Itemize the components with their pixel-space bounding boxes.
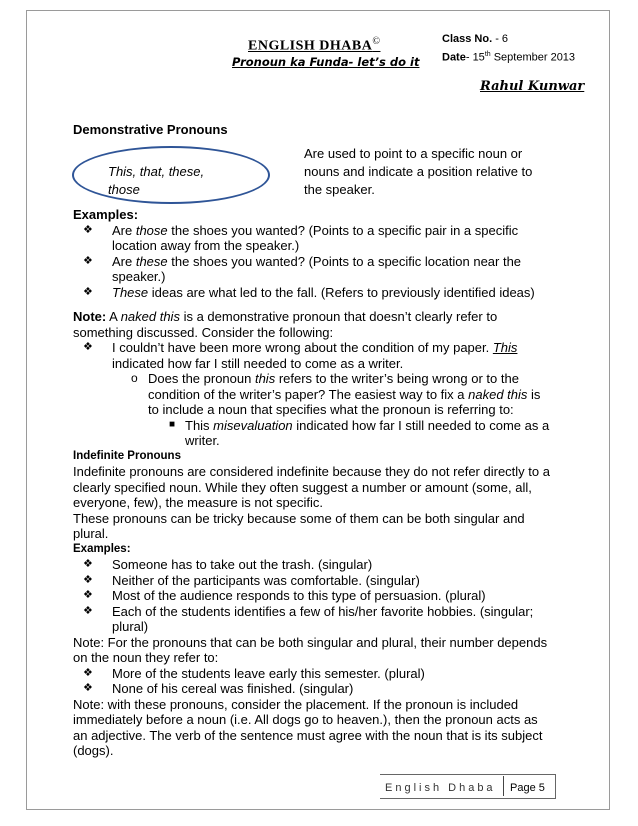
list-item: ❖ Are those the shoes you wanted? (Points to a specific pair in a specific location away from the speaker.)	[83, 222, 519, 253]
footer-brand: English Dhaba	[385, 782, 496, 794]
diamond-bullet-icon: ❖	[83, 573, 93, 586]
list-item: o Does the pronoun this refers to the writer’s being wrong or to the condition of the writer’s paper? The easiest way to fix a naked this is to include a noun that specifies what the pronoun is referring to:	[131, 371, 541, 417]
diamond-bullet-icon: ❖	[83, 558, 93, 570]
date: Date- 15th September 2013	[442, 51, 576, 64]
list-item: ❖ Each of the students identifies a few of his/her favorite hobbies. (singular; plural)	[83, 603, 534, 634]
footer-rule	[380, 774, 556, 775]
document-title: ENGLISH DHABA©	[248, 36, 381, 54]
diamond-bullet-icon: ❖	[83, 682, 93, 694]
paragraph: Indefinite pronouns are considered indefinite because they do not refer directly to a clearly specified noun. While they often suggest a number or amount (some, all, everyone, few), the measure is not specific.	[73, 464, 550, 510]
examples-label: Examples:	[73, 542, 131, 555]
diamond-bullet-icon: ❖	[83, 589, 93, 601]
diamond-bullet-icon: ❖	[83, 604, 93, 617]
section-heading-demonstrative: Demonstrative Pronouns	[73, 122, 228, 137]
list-item: ❖ I couldn’t have been more wrong about the condition of my paper. This indicated how far I still needed to come as a writer.	[83, 340, 518, 371]
list-item: ❖ Neither of the participants was comfortable. (singular)	[83, 572, 420, 588]
diamond-bullet-icon: ❖	[83, 666, 93, 679]
list-item: ■ This misevaluation indicated how far I still needed to come as a writer.	[169, 417, 550, 448]
list-item: ❖ Are these the shoes you wanted? (Points to a specific location near the speaker.)	[83, 253, 522, 284]
list-item: ❖ These ideas are what led to the fall. (Refers to previously identified ideas)	[83, 284, 535, 300]
diamond-bullet-icon: ❖	[83, 341, 93, 353]
document-body	[73, 207, 553, 759]
footer-rule	[380, 798, 556, 799]
list-item: ❖ Someone has to take out the trash. (singular)	[83, 557, 373, 572]
list-item: ❖ None of his cereal was finished. (singular)	[83, 681, 354, 696]
author-name: Rahul Kunwar	[480, 79, 585, 94]
footer-divider	[555, 774, 556, 799]
list-item: ❖ More of the students leave early this semester. (plural)	[83, 665, 425, 681]
page-number: Page 5	[510, 782, 545, 794]
class-number: Class No. - 6	[442, 33, 509, 45]
square-bullet-icon: ■	[169, 418, 176, 430]
examples-label: Examples:	[73, 207, 139, 222]
paragraph: These pronouns can be tricky because some of them can be both singular and plural.	[73, 510, 525, 541]
note-paragraph: Note: with these pronouns, consider the placement. If the pronoun is included immediately before a noun (i.e. All dogs go to heaven.), then the pronoun acts as an adjective. The verb of the sentence must agree with the noun that is its subject (dogs).	[73, 696, 543, 758]
circle-bullet-icon: o	[131, 371, 138, 385]
callout-text: This, that, these, those	[108, 164, 205, 197]
footer-divider	[503, 776, 504, 796]
diamond-bullet-icon: ❖	[83, 254, 93, 267]
diamond-bullet-icon: ❖	[83, 223, 93, 236]
section-heading-indefinite: Indefinite Pronouns	[73, 449, 181, 462]
list-item: ❖ Most of the audience responds to this type of persuasion. (plural)	[83, 588, 486, 603]
diamond-bullet-icon: ❖	[83, 285, 93, 298]
definition-text: Are used to point to a specific noun or nouns and indicate a position relative to the speaker.	[304, 146, 533, 197]
note-paragraph: Note: A naked this is a demonstrative pronoun that doesn’t clearly refer to something discussed. Consider the following:	[73, 309, 498, 340]
document-subtitle: Pronoun ka Funda- let’s do it	[232, 55, 420, 69]
note-paragraph: Note: For the pronouns that can be both singular and plural, their number depends on the noun they refer to:	[73, 634, 548, 665]
